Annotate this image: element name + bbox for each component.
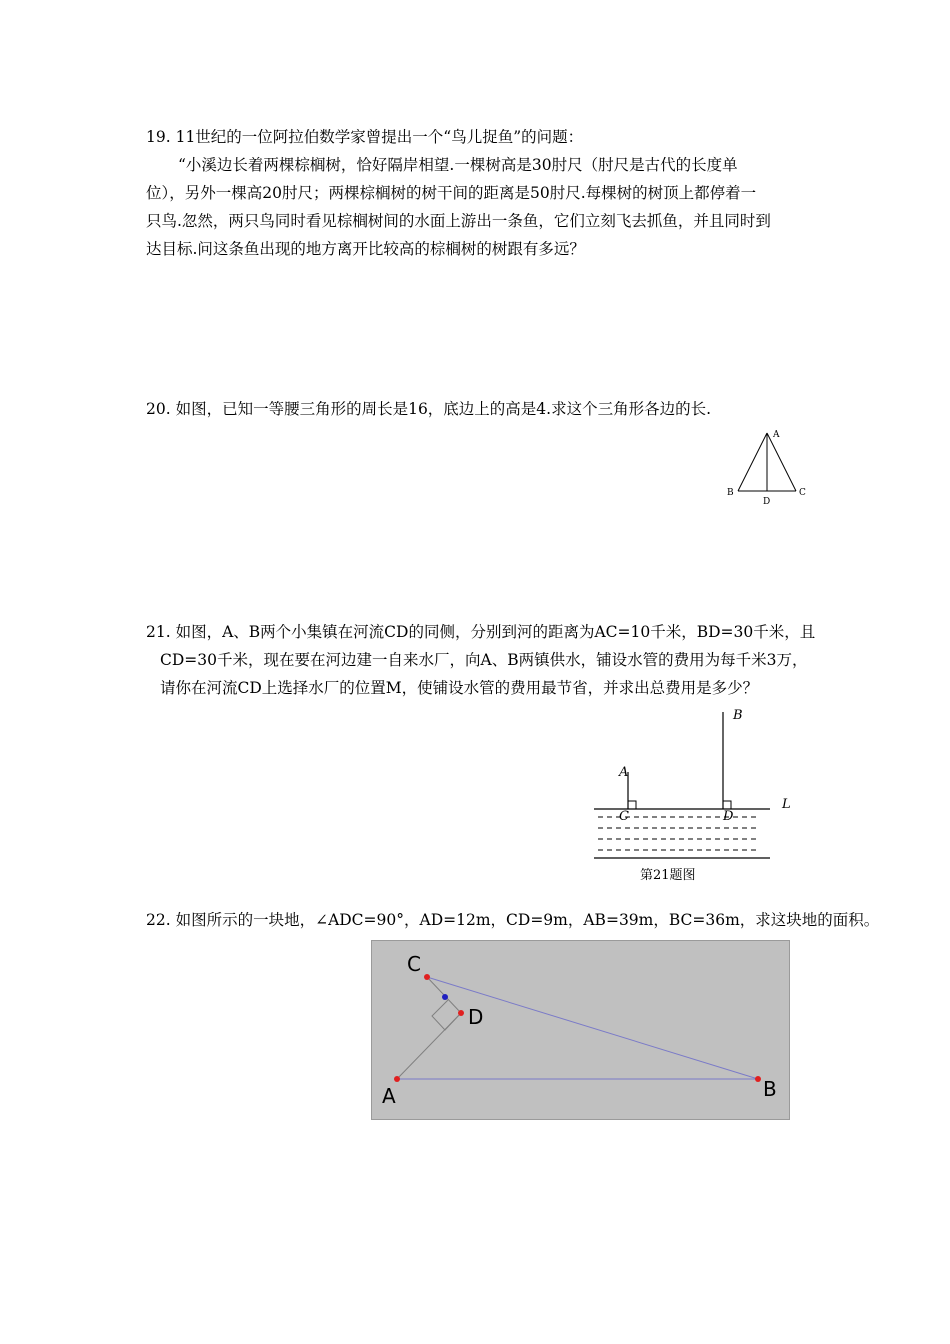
q21-line-2: CD=30千米，现在要在河边建一自来水厂，向A、B两镇供水，铺设水管的费用为每千米3万， [160,651,808,669]
q20-label-c: C [799,488,806,498]
q20-text: 20. 如图，已知一等腰三角形的周长是16，底边上的高是4.求这个三角形各边的长. [146,400,712,418]
q22-point-a [394,1076,400,1082]
q20-label-a: A [773,430,780,440]
q19-line-4: 只鸟.忽然，两只鸟同时看见棕榈树间的水面上游出一条鱼，它们立刻飞去抓鱼，并且同时到 [146,212,771,230]
q22-point-c [424,974,430,980]
q21-right-angle-d [723,801,731,809]
q20-label-b: B [727,488,734,498]
q22-figure-background [372,941,790,1120]
q20-side-ac [767,433,796,491]
q21-caption: 第21题图 [640,868,696,883]
q22-land-figure [371,940,790,1120]
q21-label-a: A [619,765,629,780]
q21-right-angle-c [628,801,636,809]
q22-point-b [755,1076,761,1082]
q19-line-2: “小溪边长着两棵棕榈树，恰好隔岸相望.一棵树高是30肘尺（肘尺是古代的长度单 [178,156,738,174]
q20-side-ab [738,433,767,491]
q21-label-l: L [782,797,791,812]
q21-label-b: B [733,708,743,723]
q21-label-d: D [723,809,734,824]
q21-river-figure [590,704,800,889]
q20-label-d: D [763,497,771,507]
q19-line-1: 19. 11世纪的一位阿拉伯数学家曾提出一个“鸟儿捉鱼”的问题： [146,128,584,146]
q22-point-d [458,1010,464,1016]
q22-text: 22. 如图所示的一块地，∠ADC=90°，AD=12m，CD=9m，AB=39m，BC=36m，求这块地的面积。 [146,911,880,929]
q20-triangle-figure [722,425,812,509]
q22-label-a: A [382,1084,396,1108]
q22-label-b: B [763,1077,777,1101]
q22-label-d: D [468,1005,484,1029]
q22-label-c: C [407,952,421,976]
q19-line-3: 位），另外一棵高20肘尺；两棵棕榈树的树干间的距离是50肘尺.每棵树的树顶上都停着一 [146,184,757,202]
q21-line-1: 21. 如图，A、B两个小集镇在河流CD的同侧，分别到河的距离为AC=10千米，BD=30千米，且 [146,623,816,641]
q19-line-5: 达目标.问这条鱼出现的地方离开比较高的棕榈树的树跟有多远？ [146,240,585,258]
q21-line-3: 请你在河流CD上选择水厂的位置M，使铺设水管的费用最节省，并求出总费用是多少？ [160,679,759,697]
q21-label-c: C [619,809,629,824]
q22-mid-point [442,994,448,1000]
